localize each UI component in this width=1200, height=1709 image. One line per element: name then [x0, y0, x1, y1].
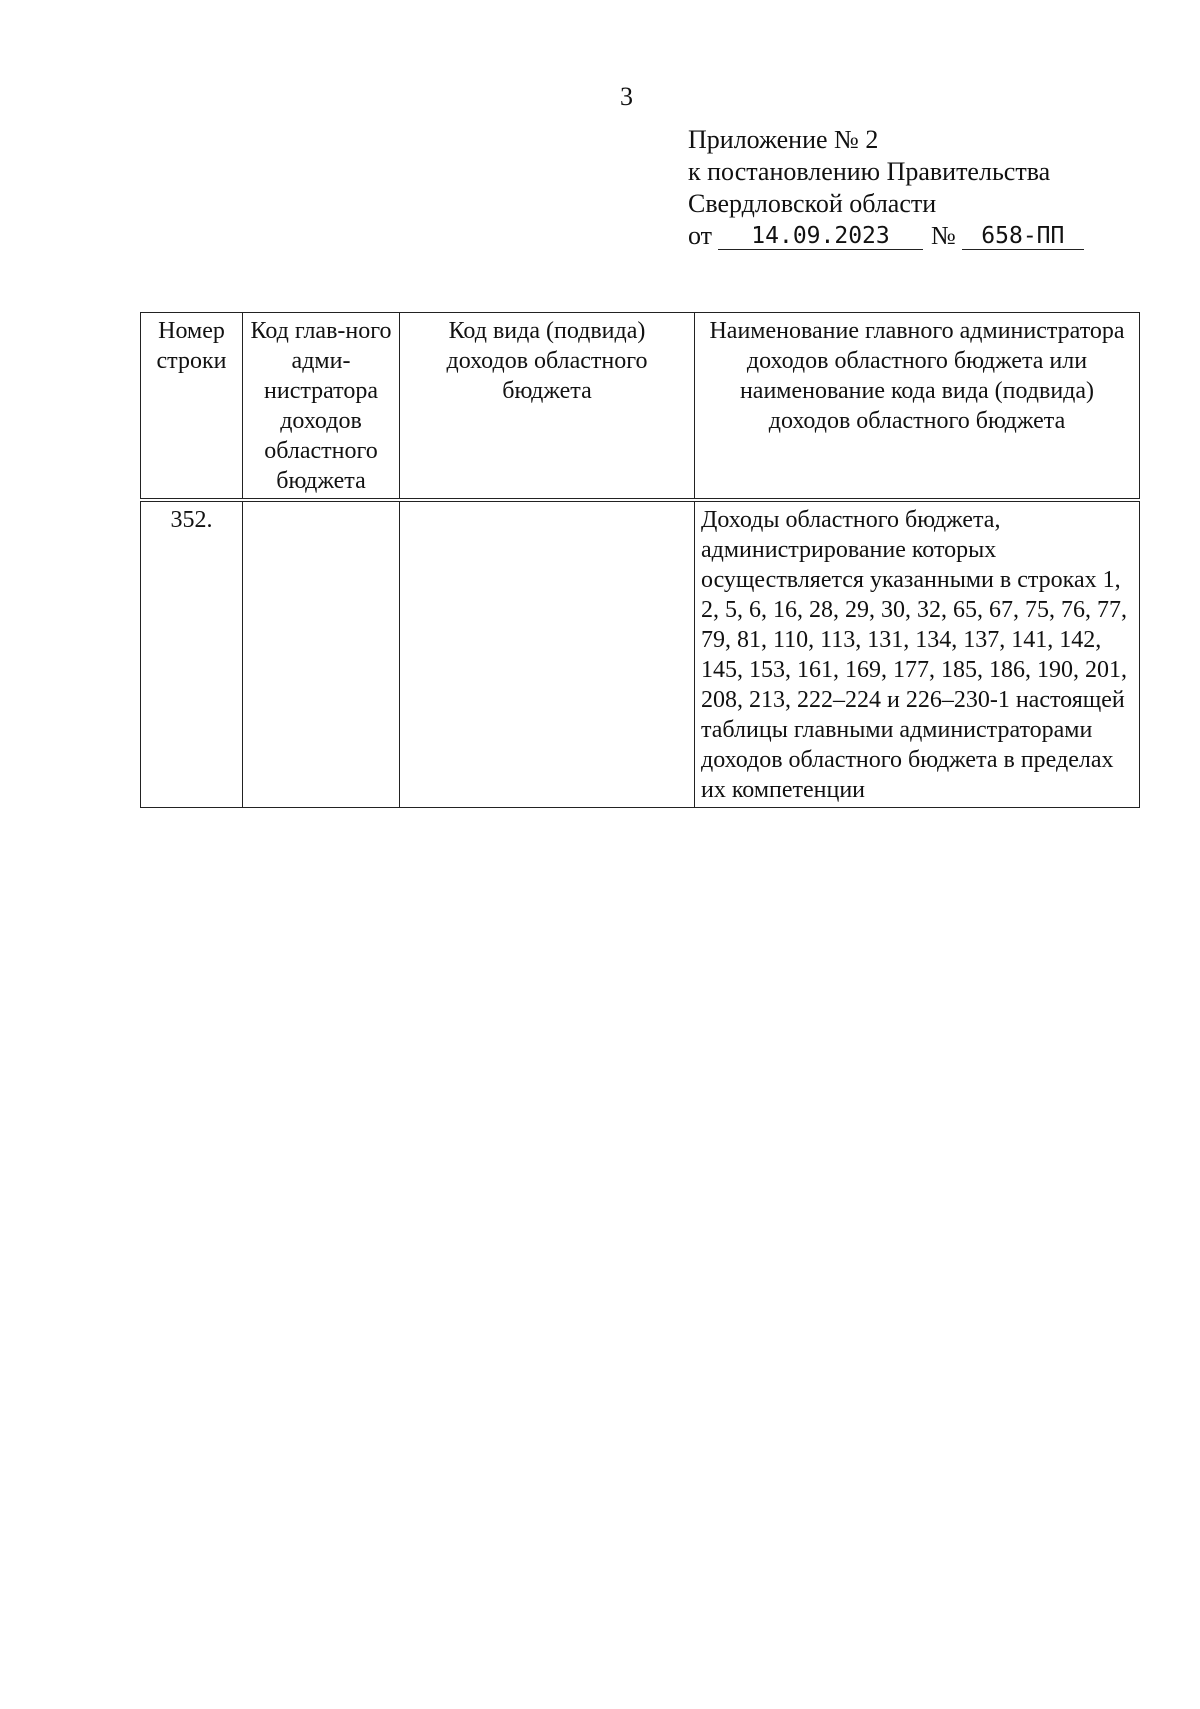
- header-income-code: Код вида (подвида) доходов областного бюджета: [400, 313, 695, 501]
- cell-income-code: [400, 500, 695, 808]
- date-prefix: от: [688, 221, 713, 250]
- header-row-number: Номер строки: [141, 313, 243, 501]
- appendix-region: Свердловской области: [688, 189, 937, 218]
- income-administrators-table: [140, 312, 1140, 808]
- cell-row-number: 352.: [141, 500, 243, 808]
- appendix-date-number-line: [688, 220, 1084, 252]
- appendix-reference: к постановлению Правительства: [688, 157, 1051, 186]
- header-name: Наименование главного администратора доходов областного бюджета или наименование кода вида (подвида) доходов областного бюджета: [695, 313, 1140, 501]
- table-row: [141, 500, 1140, 808]
- cell-name: Доходы областного бюджета, администрирование которых осуществляется указанными в строках 1, 2, 5, 6, 16, 28, 29, 30, 32, 65, 67, 75, 76, 77, 79, 81, 110, 113, 131, 134, 137, 141, 142, 145, 153, 161, 169, 177, 185, 186, 190, 201, 208, 213, 222–224 и 226–230-1 настоящей таблицы главными администраторами доходов областного бюджета в пределах их компетенции: [695, 500, 1140, 808]
- resolution-number-field: 658-ПП: [962, 223, 1084, 250]
- appendix-title: Приложение № 2: [688, 125, 879, 154]
- cell-admin-code: [243, 500, 400, 808]
- resolution-date-field: 14.09.2023: [718, 223, 923, 250]
- header-admin-code: Код глав-ного адми-нистратора доходов областного бюджета: [243, 313, 400, 501]
- table-header-row: [141, 313, 1140, 501]
- number-prefix: №: [931, 221, 956, 250]
- appendix-header: [688, 124, 1084, 252]
- page-number: 3: [620, 82, 633, 111]
